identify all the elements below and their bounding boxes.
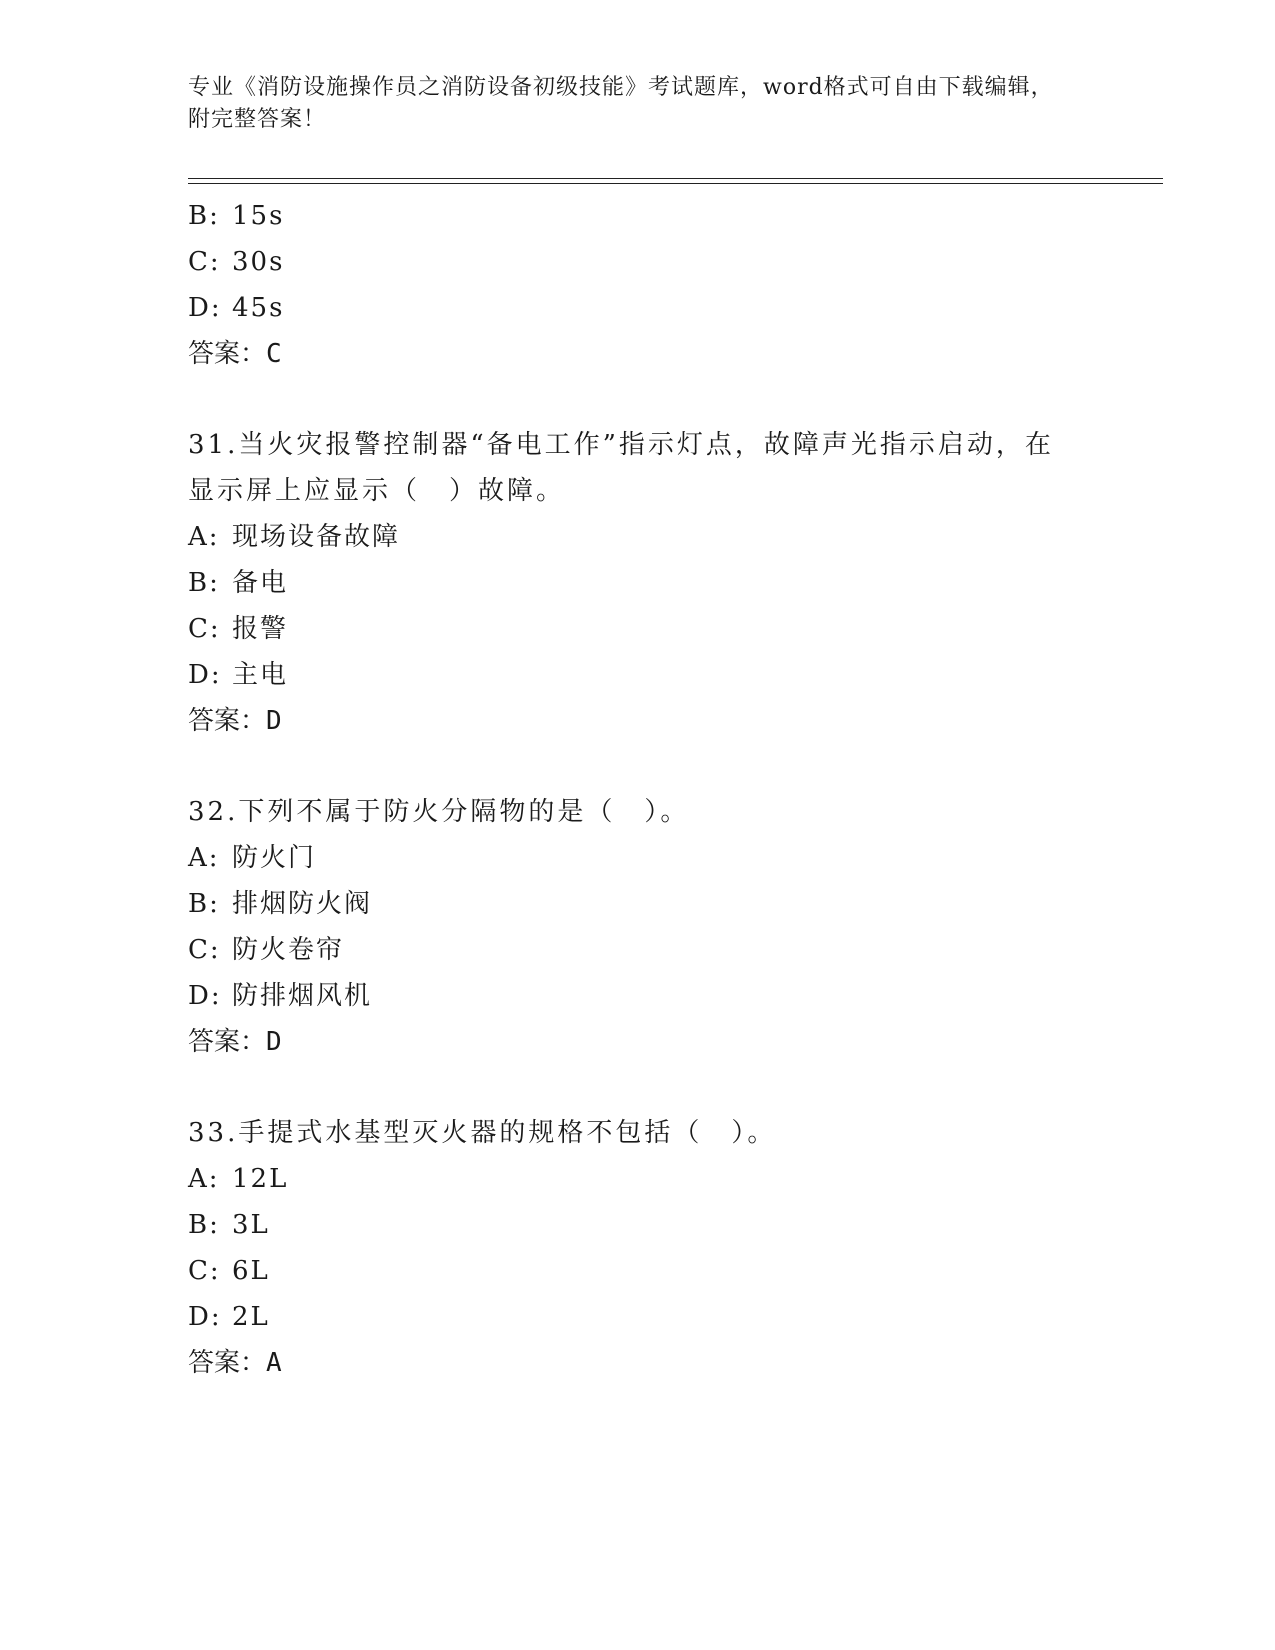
previous-question-tail xyxy=(188,193,1088,377)
option-row xyxy=(188,193,1088,239)
option-label: D: xyxy=(188,660,222,690)
option-label: B: xyxy=(188,201,220,231)
answer-line: 答案：C xyxy=(188,339,282,369)
option-label: B: xyxy=(188,1210,220,1240)
option-text: 防火卷帘 xyxy=(232,935,345,965)
question-stem: 32.下列不属于防火分隔物的是（ ）。 xyxy=(188,797,690,827)
option-text: 2L xyxy=(232,1302,270,1332)
header-divider-bottom xyxy=(188,183,1163,184)
option-text: 15s xyxy=(232,201,285,231)
option-text: 报警 xyxy=(232,614,289,644)
option-text: 6L xyxy=(232,1256,270,1286)
option-row xyxy=(188,881,1088,927)
option-label: C: xyxy=(188,935,221,965)
option-label: A: xyxy=(188,522,220,552)
option-row xyxy=(188,285,1088,331)
option-text: 30s xyxy=(232,247,285,277)
answer-line: 答案：D xyxy=(188,706,282,736)
option-label: C: xyxy=(188,1256,221,1286)
option-text: 防火门 xyxy=(232,843,317,873)
option-label: D: xyxy=(188,1302,222,1332)
answer-line: 答案：D xyxy=(188,1027,282,1057)
spacer xyxy=(188,744,1088,789)
option-row xyxy=(188,560,1088,606)
question-31 xyxy=(188,422,1088,744)
option-text: 12L xyxy=(232,1164,289,1194)
question-32 xyxy=(188,789,1088,1065)
option-label: B: xyxy=(188,568,220,598)
option-row xyxy=(188,973,1088,1019)
spacer xyxy=(188,377,1088,422)
header-divider-top xyxy=(188,178,1163,179)
option-label: B: xyxy=(188,889,220,919)
option-row xyxy=(188,927,1088,973)
question-stem: 33.手提式水基型灭火器的规格不包括（ ）。 xyxy=(188,1118,777,1148)
option-text: 备电 xyxy=(232,568,289,598)
option-text: 45s xyxy=(232,293,285,323)
question-stem: 31.当火灾报警控制器“备电工作”指示灯点，故障声光指示启动，在 xyxy=(188,430,1054,460)
option-label: C: xyxy=(188,247,221,277)
document-body xyxy=(188,193,1088,1386)
option-row xyxy=(188,1294,1088,1340)
question-33 xyxy=(188,1110,1088,1386)
option-text: 主电 xyxy=(232,660,289,690)
question-stem-continued: 显示屏上应显示（ ）故障。 xyxy=(188,476,566,506)
document-header: 专业《消防设施操作员之消防设备初级技能》考试题库，word格式可自由下载编辑，附完整答案！ xyxy=(188,75,1054,132)
option-text: 防排烟风机 xyxy=(232,981,373,1011)
option-row xyxy=(188,1156,1088,1202)
option-row xyxy=(188,239,1088,285)
option-row xyxy=(188,514,1088,560)
option-row xyxy=(188,606,1088,652)
option-label: A: xyxy=(188,1164,220,1194)
option-label: C: xyxy=(188,614,221,644)
option-label: D: xyxy=(188,981,222,1011)
option-text: 现场设备故障 xyxy=(232,522,401,552)
option-label: A: xyxy=(188,843,220,873)
option-label: D: xyxy=(188,293,222,323)
option-row xyxy=(188,652,1088,698)
option-row xyxy=(188,1248,1088,1294)
option-text: 3L xyxy=(232,1210,270,1240)
answer-line: 答案：A xyxy=(188,1348,282,1378)
spacer xyxy=(188,1065,1088,1110)
option-text: 排烟防火阀 xyxy=(232,889,373,919)
option-row xyxy=(188,835,1088,881)
option-row xyxy=(188,1202,1088,1248)
